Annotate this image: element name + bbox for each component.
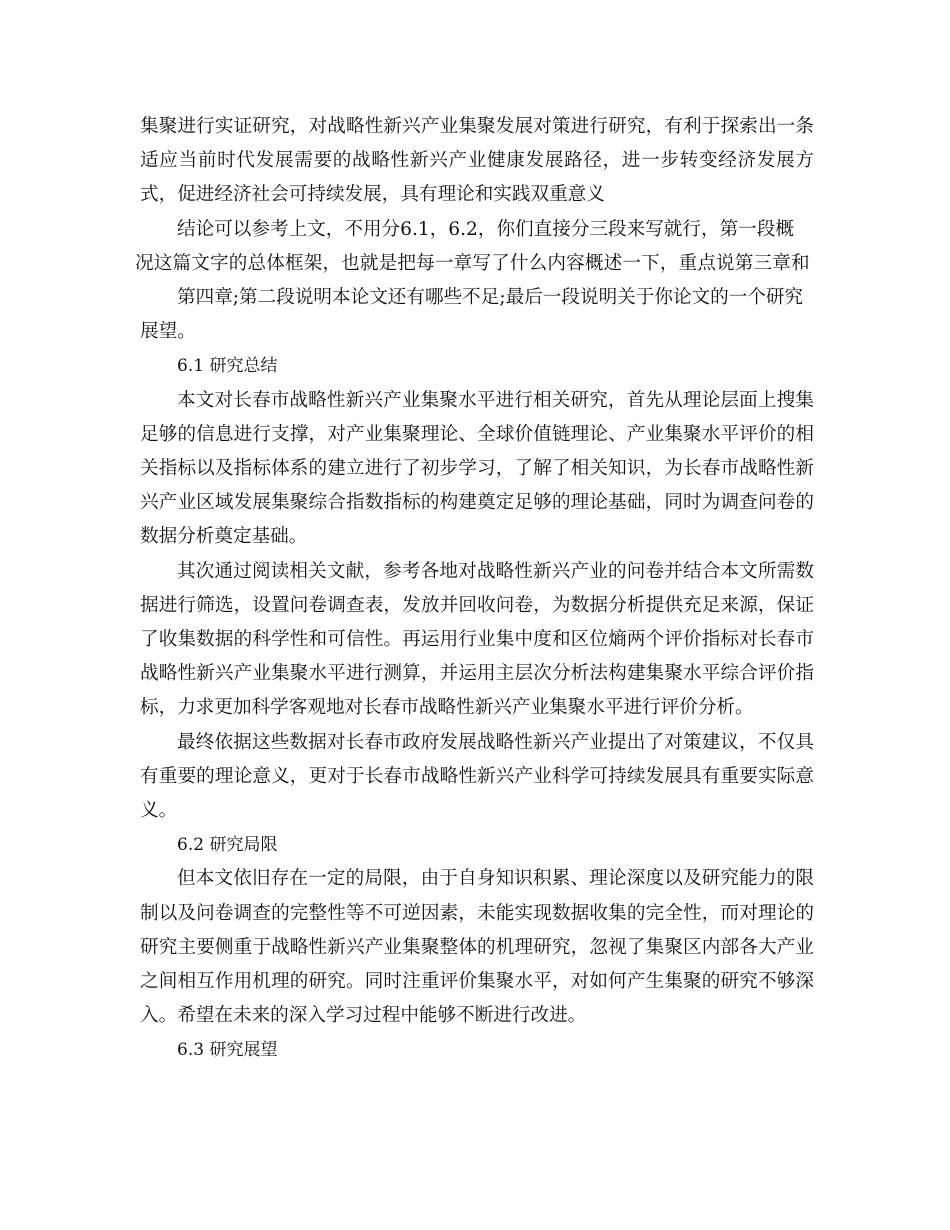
limitation-paragraph: 但本文依旧存在一定的局限，由于自身知识积累、理论深度以及研究能力的限制以及问卷调查的完整性等不可逆因素，未能实现数据收集的完全性，而对理论的研究主要侧重于战略性新兴产业集聚整体的机理研究，忽视了集聚区内部各大产业之间相互作用机理的研究。同时注重评价集聚水平，对如何产生集聚的研究不够深入。希望在未来的深入学习过程中能够不断进行改进。 <box>140 868 814 1027</box>
note-line: 结论可以参考上文，不用分6.1，6.2，你们直接分三段来写就行，第一段概 <box>177 218 794 240</box>
note-line: 第四章;第二段说明本论文还有哪些不足;最后一段说明关于你论文的一个研究 <box>177 287 804 309</box>
document-page <box>135 110 814 1068</box>
note-line: 况这篇文字的总体框架，也就是把每一章写了什么内容概述一下，重点说第三章和 <box>135 252 810 274</box>
section-heading: 6.3 研究展望 <box>177 1040 278 1061</box>
section-heading: 6.2 研究局限 <box>177 835 278 856</box>
intro-paragraph: 集聚进行实证研究，对战略性新兴产业集聚发展对策进行研究，有利于探索出一条适应当前时代发展需要的战略性新兴产业健康发展路径，进一步转变经济发展方式，促进经济社会可持续发展，具有理论和实践双重意义 <box>140 116 814 206</box>
summary-paragraph: 其次通过阅读相关文献，参考各地对战略性新兴产业的问卷并结合本文所需数据进行筛选，设置问卷调查表，发放并回收问卷，为数据分析提供充足来源，保证了收集数据的科学性和可信性。再运用行业集中度和区位熵两个评价指标对长春市战略性新兴产业集聚水平进行测算，并运用主层次分析法构建集聚水平综合评价指标，力求更加科学客观地对长春市战略性新兴产业集聚水平进行评价分析。 <box>140 560 814 719</box>
section-heading: 6.1 研究总结 <box>177 356 278 377</box>
summary-paragraph: 最终依据这些数据对长春市政府发展战略性新兴产业提出了对策建议，不仅具有重要的理论意义，更对于长春市战略性新兴产业科学可持续发展具有重要实际意义。 <box>140 731 814 822</box>
summary-paragraph: 本文对长春市战略性新兴产业集聚水平进行相关研究，首先从理论层面上搜集足够的信息进行支撑，对产业集聚理论、全球价值链理论、产业集聚水平评价的相关指标以及指标体系的建立进行了初步学习，了解了相关知识，为长春市战略性新兴产业区域发展集聚综合指数指标的构建奠定足够的理论基础，同时为调查问卷的数据分析奠定基础。 <box>140 389 814 548</box>
author-note <box>135 213 814 350</box>
note-line: 展望。 <box>140 321 196 343</box>
